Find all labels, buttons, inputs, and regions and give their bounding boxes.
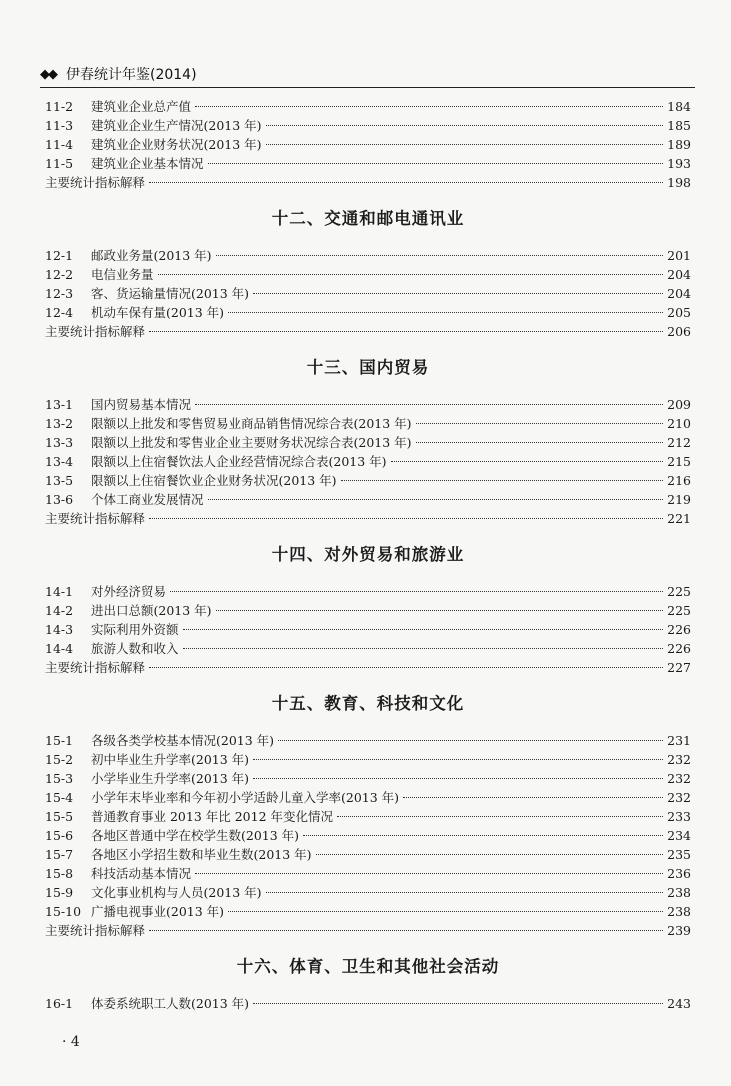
toc-entry[interactable] (45, 471, 691, 490)
entry-title: 实际利用外资额 (91, 622, 179, 637)
entry-title: 小学年末毕业率和今年初小学适龄儿童入学率(2013 年) (91, 790, 400, 805)
entry-title: 主要统计指标解释 (45, 324, 146, 339)
entry-title: 个体工商业发展情况 (91, 492, 204, 507)
toc-entry[interactable] (45, 826, 691, 845)
dot-leader (253, 759, 663, 760)
toc-entry[interactable] (45, 97, 691, 116)
table-number: 15-4 (45, 790, 74, 805)
toc-entry[interactable] (45, 864, 691, 883)
page-ref: 233 (667, 809, 691, 824)
entry-title: 建筑业企业基本情况 (91, 156, 204, 171)
toc-entry[interactable] (45, 452, 691, 471)
entry-title: 初中毕业生升学率(2013 年) (91, 752, 250, 767)
table-number: 13-4 (45, 454, 74, 469)
dot-leader (228, 312, 663, 313)
entry-title: 限额以上住宿餐饮法人企业经营情况综合表(2013 年) (91, 454, 387, 469)
page-ref: 236 (667, 866, 691, 881)
toc-entry[interactable] (45, 921, 691, 940)
page-ref: 198 (667, 175, 691, 190)
page-ref: 201 (667, 248, 691, 263)
entry-title: 进出口总额(2013 年) (91, 603, 212, 618)
table-number: 14-2 (45, 603, 74, 618)
page-ref: 185 (667, 118, 691, 133)
dot-leader (208, 499, 664, 500)
dot-leader (183, 629, 664, 630)
toc-entry[interactable] (45, 769, 691, 788)
table-number: 14-1 (45, 584, 74, 599)
page-ref: 209 (667, 397, 691, 412)
table-number: 15-6 (45, 828, 74, 843)
page-ref: 232 (667, 771, 691, 786)
table-number: 15-7 (45, 847, 74, 862)
book-title: 伊春统计年鉴(2014) (66, 67, 197, 83)
page-ref: 212 (667, 435, 691, 450)
dot-leader (266, 144, 664, 145)
toc-entry[interactable] (45, 658, 691, 677)
toc-entry[interactable] (45, 173, 691, 192)
toc-entry[interactable] (45, 509, 691, 528)
page-ref: 226 (667, 641, 691, 656)
table-number: 13-6 (45, 492, 74, 507)
table-number: 16-1 (45, 996, 74, 1011)
page-ref: 226 (667, 622, 691, 637)
table-number: 12-4 (45, 305, 74, 320)
entry-title: 限额以上住宿餐饮业企业财务状况(2013 年) (91, 473, 337, 488)
dot-leader (316, 854, 664, 855)
toc-entry[interactable] (45, 154, 691, 173)
dot-leader (195, 873, 663, 874)
toc-entry[interactable] (45, 994, 691, 1013)
dot-leader (253, 1003, 663, 1004)
page-ref: 205 (667, 305, 691, 320)
table-number: 13-2 (45, 416, 74, 431)
entry-title: 主要统计指标解释 (45, 175, 146, 190)
table-number: 12-2 (45, 267, 74, 282)
table-number: 15-5 (45, 809, 74, 824)
page-ref: 204 (667, 286, 691, 301)
section-heading: 十二、交通和邮电通讯业 (271, 209, 465, 228)
entry-title: 机动车保有量(2013 年) (91, 305, 225, 320)
toc-entry[interactable] (45, 750, 691, 769)
toc-entry[interactable] (45, 639, 691, 658)
page-ref: 225 (667, 584, 691, 599)
dot-leader (303, 835, 663, 836)
entry-title: 各地区普通中学在校学生数(2013 年) (91, 828, 300, 843)
dot-leader (158, 274, 664, 275)
dot-leader (416, 442, 664, 443)
diamond-icon: ◆◆ (40, 66, 56, 82)
dot-leader (416, 423, 664, 424)
dot-leader (337, 816, 663, 817)
table-number: 11-3 (45, 118, 74, 133)
page-ref: 189 (667, 137, 691, 152)
entry-title: 各地区小学招生数和毕业生数(2013 年) (91, 847, 312, 862)
entry-title: 主要统计指标解释 (45, 511, 146, 526)
page-ref: 239 (667, 923, 691, 938)
entry-title: 建筑业企业生产情况(2013 年) (91, 118, 262, 133)
entry-title: 限额以上批发和零售业企业主要财务状况综合表(2013 年) (91, 435, 412, 450)
page-ref: 184 (667, 99, 691, 114)
page-ref: 243 (667, 996, 691, 1011)
page-ref: 231 (667, 733, 691, 748)
table-number: 15-3 (45, 771, 74, 786)
dot-leader (195, 106, 663, 107)
section-heading: 十三、国内贸易 (306, 358, 430, 377)
dot-leader (253, 778, 663, 779)
entry-title: 客、货运输量情况(2013 年) (91, 286, 250, 301)
section-heading: 十四、对外贸易和旅游业 (271, 545, 465, 564)
dot-leader (278, 740, 663, 741)
entry-title: 小学毕业生升学率(2013 年) (91, 771, 250, 786)
entry-title: 各级各类学校基本情况(2013 年) (91, 733, 275, 748)
dot-leader (149, 331, 663, 332)
dot-leader (149, 182, 663, 183)
entry-title: 体委系统职工人数(2013 年) (91, 996, 250, 1011)
entry-title: 对外经济贸易 (91, 584, 167, 599)
toc-entry[interactable] (45, 620, 691, 639)
toc-entry[interactable] (45, 322, 691, 341)
toc-entry[interactable] (45, 601, 691, 620)
dot-leader (149, 518, 663, 519)
dot-leader (266, 125, 664, 126)
dot-leader (149, 930, 663, 931)
table-number: 13-5 (45, 473, 74, 488)
page-ref: 193 (667, 156, 691, 171)
page-ref: 238 (667, 885, 691, 900)
page-ref: 232 (667, 752, 691, 767)
entry-title: 主要统计指标解释 (45, 923, 146, 938)
toc-entry[interactable] (45, 433, 691, 452)
entry-title: 广播电视事业(2013 年) (91, 904, 225, 919)
entry-title: 科技活动基本情况 (91, 866, 192, 881)
page-ref: 210 (667, 416, 691, 431)
dot-leader (228, 911, 663, 912)
page-number: · 4 (62, 1034, 80, 1050)
page-ref: 219 (667, 492, 691, 507)
entry-title: 文化事业机构与人员(2013 年) (91, 885, 262, 900)
table-number: 12-1 (45, 248, 74, 263)
page-ref: 235 (667, 847, 691, 862)
toc-entry[interactable] (45, 303, 691, 322)
dot-leader (195, 404, 663, 405)
page-ref: 216 (667, 473, 691, 488)
section-heading: 十五、教育、科技和文化 (271, 694, 465, 713)
toc-entry[interactable] (45, 414, 691, 433)
toc-entry[interactable] (45, 116, 691, 135)
toc-entry[interactable] (45, 807, 691, 826)
toc-entry[interactable] (45, 845, 691, 864)
page-ref: 238 (667, 904, 691, 919)
page-ref: 215 (667, 454, 691, 469)
page-ref: 221 (667, 511, 691, 526)
table-number: 15-8 (45, 866, 74, 881)
page-ref: 232 (667, 790, 691, 805)
dot-leader (341, 480, 664, 481)
table-number: 15-10 (45, 904, 82, 919)
entry-title: 旅游人数和收入 (91, 641, 179, 656)
entry-title: 主要统计指标解释 (45, 660, 146, 675)
toc-entry[interactable] (45, 490, 691, 509)
dot-leader (216, 255, 664, 256)
page-ref: 206 (667, 324, 691, 339)
dot-leader (391, 461, 664, 462)
toc-entry[interactable] (45, 902, 691, 921)
dot-leader (170, 591, 663, 592)
table-number: 11-4 (45, 137, 74, 152)
dot-leader (208, 163, 664, 164)
entry-title: 普通教育事业 2013 年比 2012 年变化情况 (91, 809, 334, 824)
table-number: 14-4 (45, 641, 74, 656)
page-ref: 225 (667, 603, 691, 618)
page-ref: 234 (667, 828, 691, 843)
header-divider (40, 87, 695, 88)
table-number: 11-2 (45, 99, 74, 114)
toc-entry[interactable] (45, 395, 691, 414)
dot-leader (183, 648, 664, 649)
toc-entry[interactable] (45, 883, 691, 902)
toc-entry[interactable] (45, 788, 691, 807)
table-number: 11-5 (45, 156, 74, 171)
table-number: 12-3 (45, 286, 74, 301)
running-header (40, 64, 197, 84)
entry-title: 国内贸易基本情况 (91, 397, 192, 412)
entry-title: 建筑业企业财务状况(2013 年) (91, 137, 262, 152)
toc-entry[interactable] (45, 135, 691, 154)
toc-entry[interactable] (45, 582, 691, 601)
section-heading: 十六、体育、卫生和其他社会活动 (236, 957, 500, 976)
dot-leader (253, 293, 663, 294)
table-number: 15-9 (45, 885, 74, 900)
toc-entry[interactable] (45, 284, 691, 303)
dot-leader (403, 797, 663, 798)
dot-leader (149, 667, 663, 668)
table-number: 15-1 (45, 733, 74, 748)
entry-title: 邮政业务量(2013 年) (91, 248, 212, 263)
entry-title: 建筑业企业总产值 (91, 99, 192, 114)
table-of-contents (45, 97, 691, 1013)
toc-entry[interactable] (45, 265, 691, 284)
table-number: 13-1 (45, 397, 74, 412)
toc-entry[interactable] (45, 246, 691, 265)
toc-entry[interactable] (45, 731, 691, 750)
table-number: 15-2 (45, 752, 74, 767)
table-number: 13-3 (45, 435, 74, 450)
page-ref: 204 (667, 267, 691, 282)
entry-title: 限额以上批发和零售贸易业商品销售情况综合表(2013 年) (91, 416, 412, 431)
table-number: 14-3 (45, 622, 74, 637)
entry-title: 电信业务量 (91, 267, 154, 282)
dot-leader (216, 610, 664, 611)
page-ref: 227 (667, 660, 691, 675)
dot-leader (266, 892, 664, 893)
